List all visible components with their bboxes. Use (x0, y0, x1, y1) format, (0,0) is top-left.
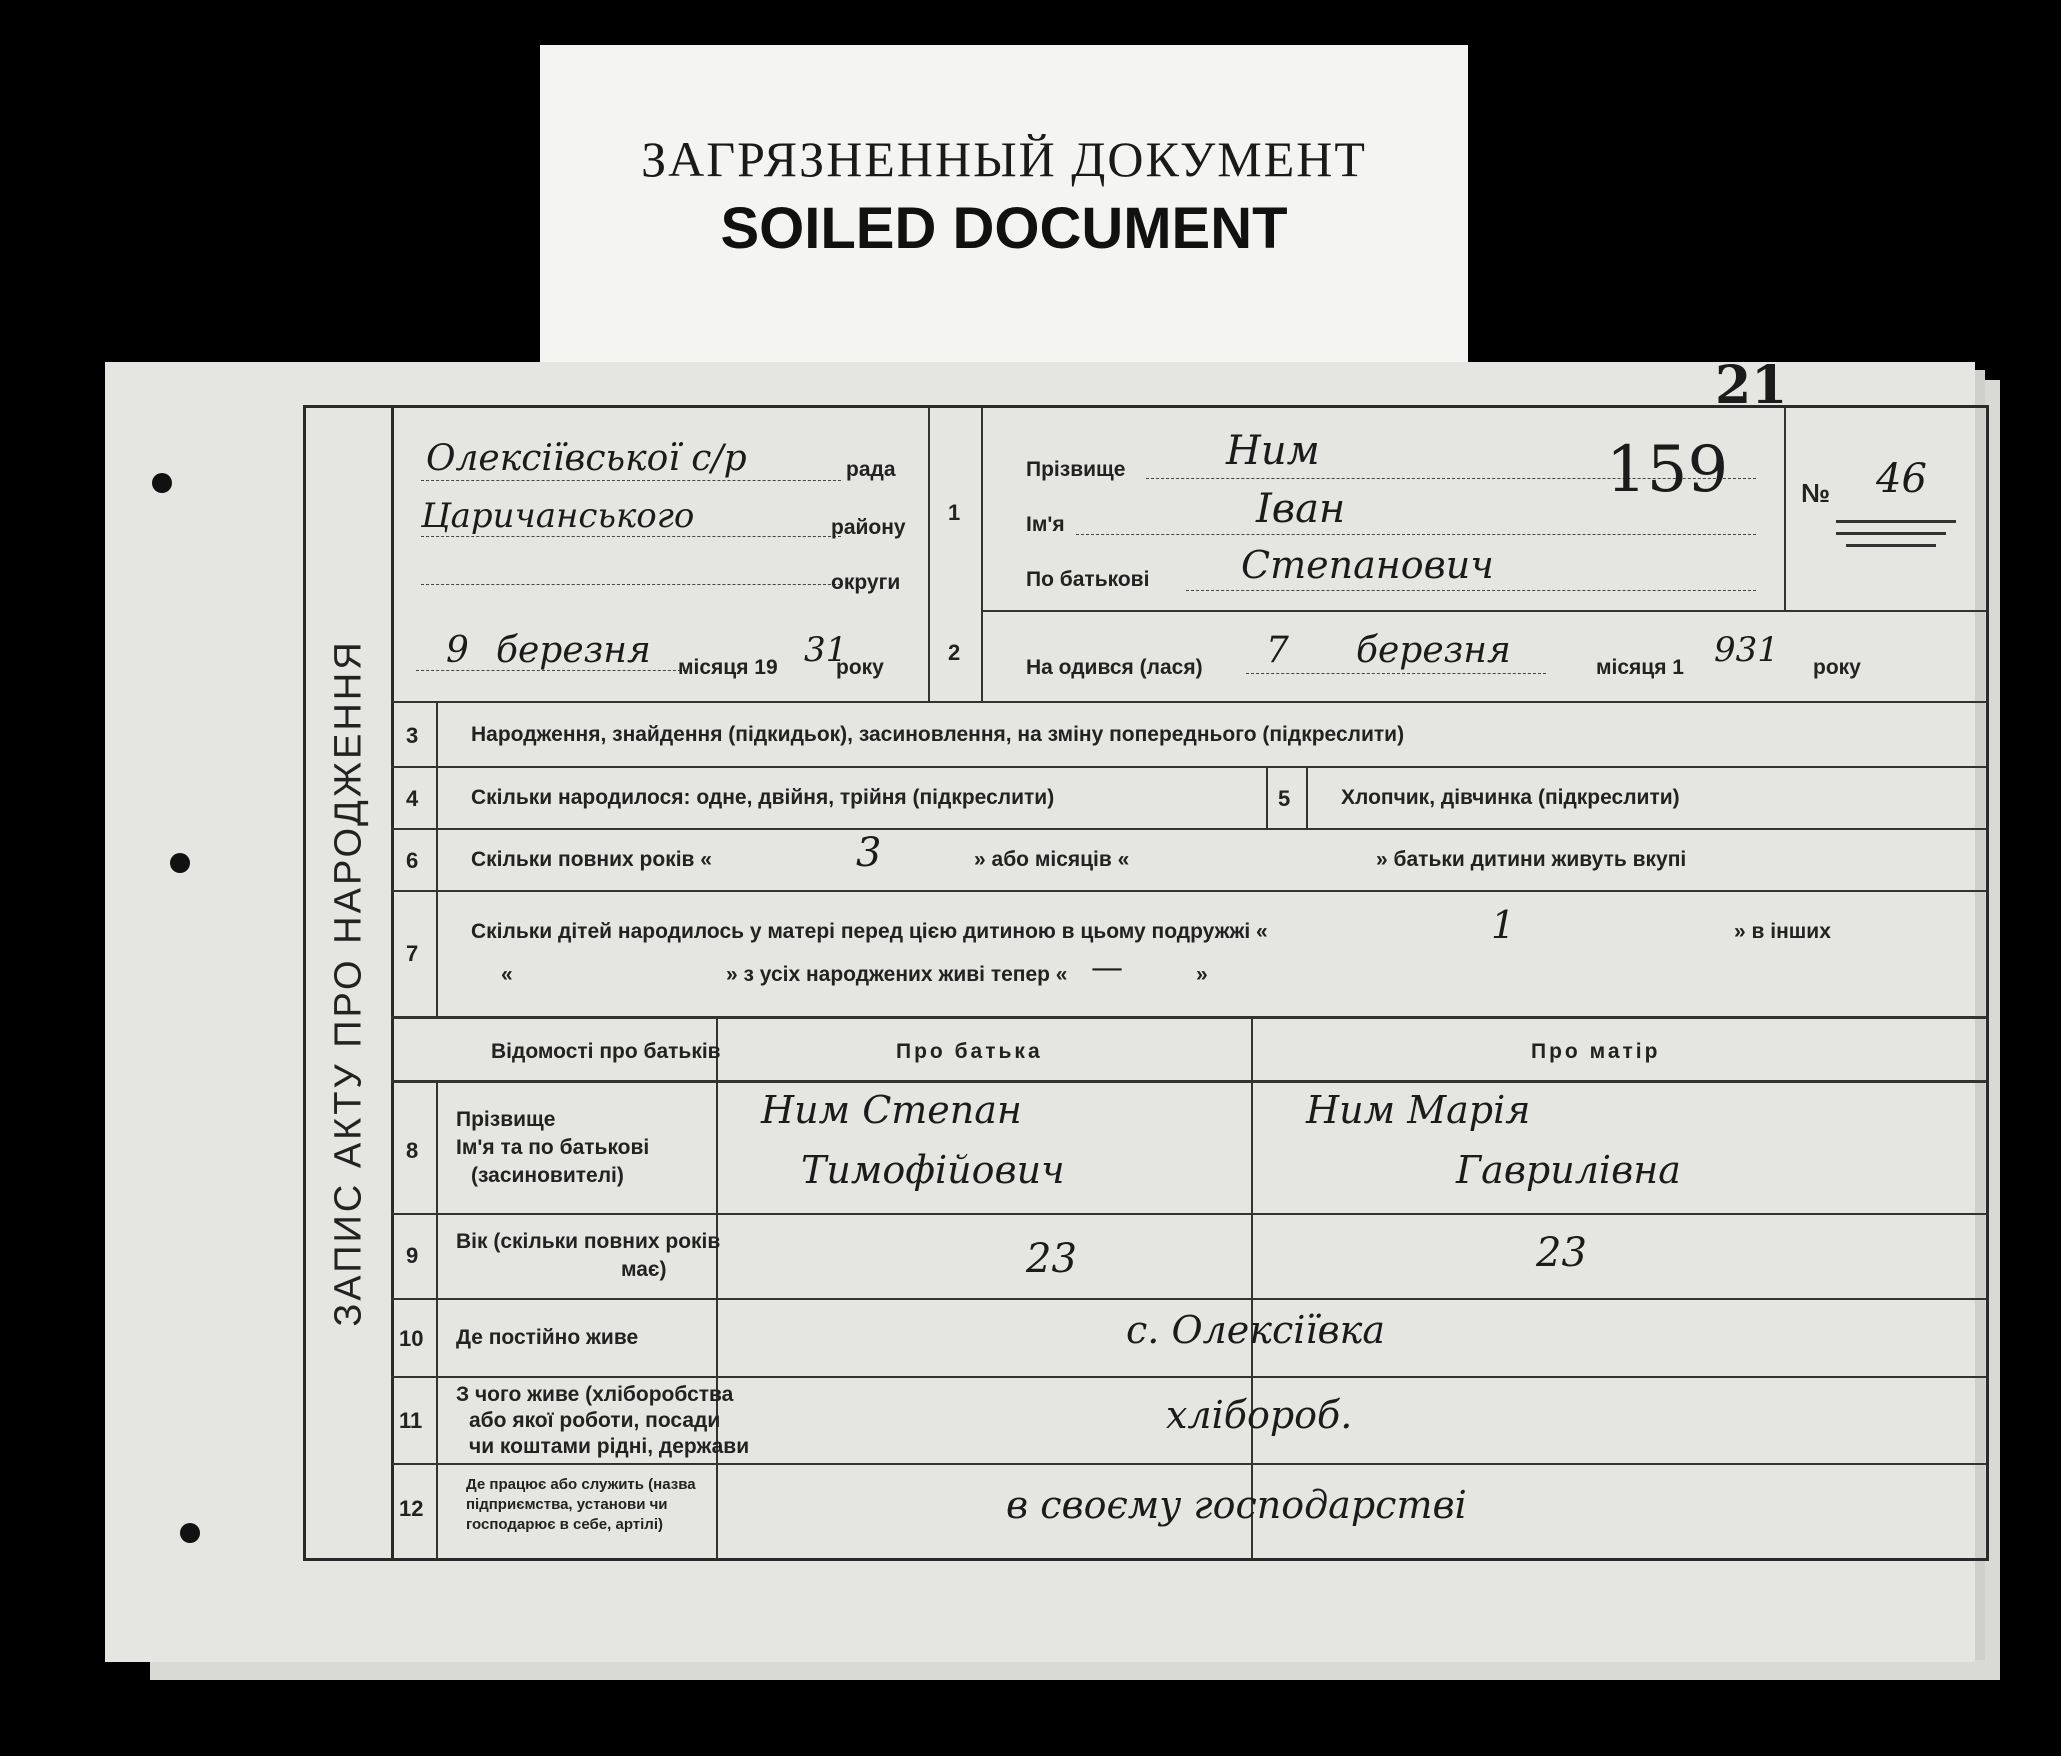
row-number: 6 (406, 848, 419, 873)
row-number: 7 (406, 941, 419, 966)
children-before: 1 (1491, 903, 1516, 947)
divider (391, 1376, 1986, 1378)
page-number: 21 (1715, 355, 1788, 416)
occupation: хлібороб. (1166, 1393, 1353, 1437)
label-english: SOILED DOCUMENT (720, 196, 1288, 261)
row11-label-3: чи коштами рідні, держави (469, 1435, 750, 1458)
divider (928, 408, 930, 701)
row7-line2-a: « (501, 963, 513, 986)
row-number: 1 (948, 500, 961, 525)
row-number: 4 (406, 786, 419, 811)
birth-day: 7 (1266, 630, 1289, 671)
row11-label-1: З чого живе (хліборобства (456, 1383, 734, 1406)
row7-line1: Скільки дітей народилось у матері перед цією дитиною в цьому подружжі « (471, 920, 1268, 943)
punch-hole (180, 1523, 200, 1543)
row-number: 5 (1278, 786, 1291, 811)
row10-label: Де постійно живе (456, 1326, 639, 1349)
parents-col3: Про матір (1531, 1040, 1661, 1063)
row7-line1-end: » в інших (1734, 920, 1831, 943)
row3-text: Народження, знайдення (підкидьок), засиновлення, на зміну попереднього (підкреслити) (471, 723, 1405, 746)
divider (391, 701, 1986, 703)
child-patronymic: Степанович (1241, 543, 1494, 587)
row8-label-2: Ім'я та по батькові (456, 1136, 650, 1159)
row12-label-1: Де працює або служить (назва (466, 1476, 696, 1493)
divider (391, 1016, 1986, 1019)
divider (436, 1080, 438, 1558)
reg-month-label: місяця 19 (678, 656, 778, 679)
row12-label-2: підприємства, установи чи (466, 1496, 668, 1513)
row8-label-1: Прізвище (456, 1108, 556, 1131)
divider (1251, 1016, 1253, 1558)
record-no-underline (1836, 520, 1956, 523)
divider (391, 1213, 1986, 1215)
row-number: 2 (948, 640, 961, 665)
divider (981, 408, 983, 701)
parents-col1: Відомості про батьків (491, 1040, 721, 1063)
reg-date-line (416, 670, 686, 671)
surname-label: Прізвище (1026, 458, 1126, 481)
birth-month: березня (1356, 630, 1511, 671)
row-number: 3 (406, 723, 419, 748)
punch-hole (170, 853, 190, 873)
divider (1784, 408, 1786, 610)
record-no-underline (1846, 544, 1936, 547)
patronymic-line (1186, 590, 1756, 591)
born-label: На одився (лася) (1026, 656, 1203, 679)
birth-month-label: місяця 1 (1596, 656, 1684, 679)
name-label: Ім'я (1026, 513, 1065, 536)
row-number: 8 (406, 1138, 419, 1163)
row12-label-3: господарює в себе, артілі) (466, 1516, 663, 1533)
mother-name-1: Ним Марія (1306, 1088, 1531, 1132)
parents-col2: Про батька (896, 1040, 1043, 1063)
row7-line2-end: » (1196, 963, 1208, 986)
soiled-document-card (540, 45, 1468, 365)
row-number: 9 (406, 1243, 419, 1268)
row6-text-b: » або місяців « (974, 848, 1130, 871)
birth-year: 931 (1714, 630, 1779, 670)
row11-label-2: або якої роботи, посади (469, 1409, 721, 1432)
divider (391, 828, 1986, 830)
stamp-number: 159 (1606, 433, 1729, 507)
reg-year: 31 (804, 630, 848, 670)
divider (391, 766, 1986, 768)
father-name-2: Тимофійович (801, 1148, 1065, 1192)
row8-label-3: (засиновителі) (471, 1164, 624, 1187)
father-age: 23 (1026, 1236, 1077, 1282)
row6-text-c: » батьки дитини живуть вкупі (1376, 848, 1687, 871)
side-title-text: ЗАПИС АКТУ ПРО НАРОДЖЕННЯ (327, 639, 369, 1327)
record-no-underline (1836, 532, 1946, 535)
children-alive: — (1091, 948, 1123, 986)
divider (391, 1080, 1986, 1083)
divider (391, 1463, 1986, 1465)
divider (391, 890, 1986, 892)
divider (391, 1298, 1986, 1300)
raion-line (421, 536, 841, 537)
child-name: Іван (1256, 486, 1346, 532)
name-line (1076, 534, 1756, 535)
father-name-1: Ним Степан (761, 1088, 1022, 1132)
row9-label-1: Вік (скільки повних років (456, 1230, 721, 1253)
row9-label-2: має) (621, 1258, 667, 1281)
row4-text: Скільки народилося: одне, двійня, трійня (підкреслити) (471, 786, 1055, 809)
birth-record-form (303, 405, 1989, 1561)
reg-month: березня (496, 630, 651, 671)
record-no-label: № (1801, 478, 1830, 508)
mother-name-2: Гаврилівна (1456, 1148, 1681, 1192)
record-no-value: 46 (1876, 456, 1927, 502)
divider (436, 701, 438, 1016)
rada-line (421, 480, 841, 481)
child-surname: Ним (1226, 428, 1320, 474)
okrug-label: округи (831, 571, 901, 594)
side-title (306, 408, 394, 1558)
raion-label: району (831, 516, 906, 539)
birth-date-line (1246, 673, 1546, 674)
divider (1266, 766, 1268, 828)
rada-value: Олексіївської с/р (426, 438, 747, 479)
years-together: 3 (856, 830, 882, 876)
okrug-line (421, 584, 841, 585)
patronymic-label: По батькові (1026, 568, 1150, 591)
row-number: 10 (399, 1326, 424, 1351)
birth-year-label: року (1813, 656, 1861, 679)
rada-label: рада (846, 458, 896, 481)
mother-age: 23 (1536, 1230, 1587, 1276)
row-number: 12 (399, 1496, 424, 1521)
reg-day: 9 (446, 630, 469, 671)
row-number: 11 (399, 1408, 423, 1433)
row7-line2-b: » з усіх народжених живі тепер « (726, 963, 1068, 986)
punch-hole (152, 473, 172, 493)
divider (981, 610, 1986, 612)
residence: с. Олексіївка (1126, 1308, 1386, 1352)
row6-text-a: Скільки повних років « (471, 848, 712, 871)
reg-year-label: року (836, 656, 884, 679)
raion-value: Царичанського (421, 496, 695, 536)
workplace: в своєму господарстві (1006, 1483, 1467, 1527)
divider (1306, 766, 1308, 828)
row5-text: Хлопчик, дівчинка (підкреслити) (1341, 786, 1680, 809)
divider (716, 1016, 718, 1558)
label-russian: ЗАГРЯЗНЕННЫЙ ДОКУМЕНТ (641, 131, 1367, 187)
